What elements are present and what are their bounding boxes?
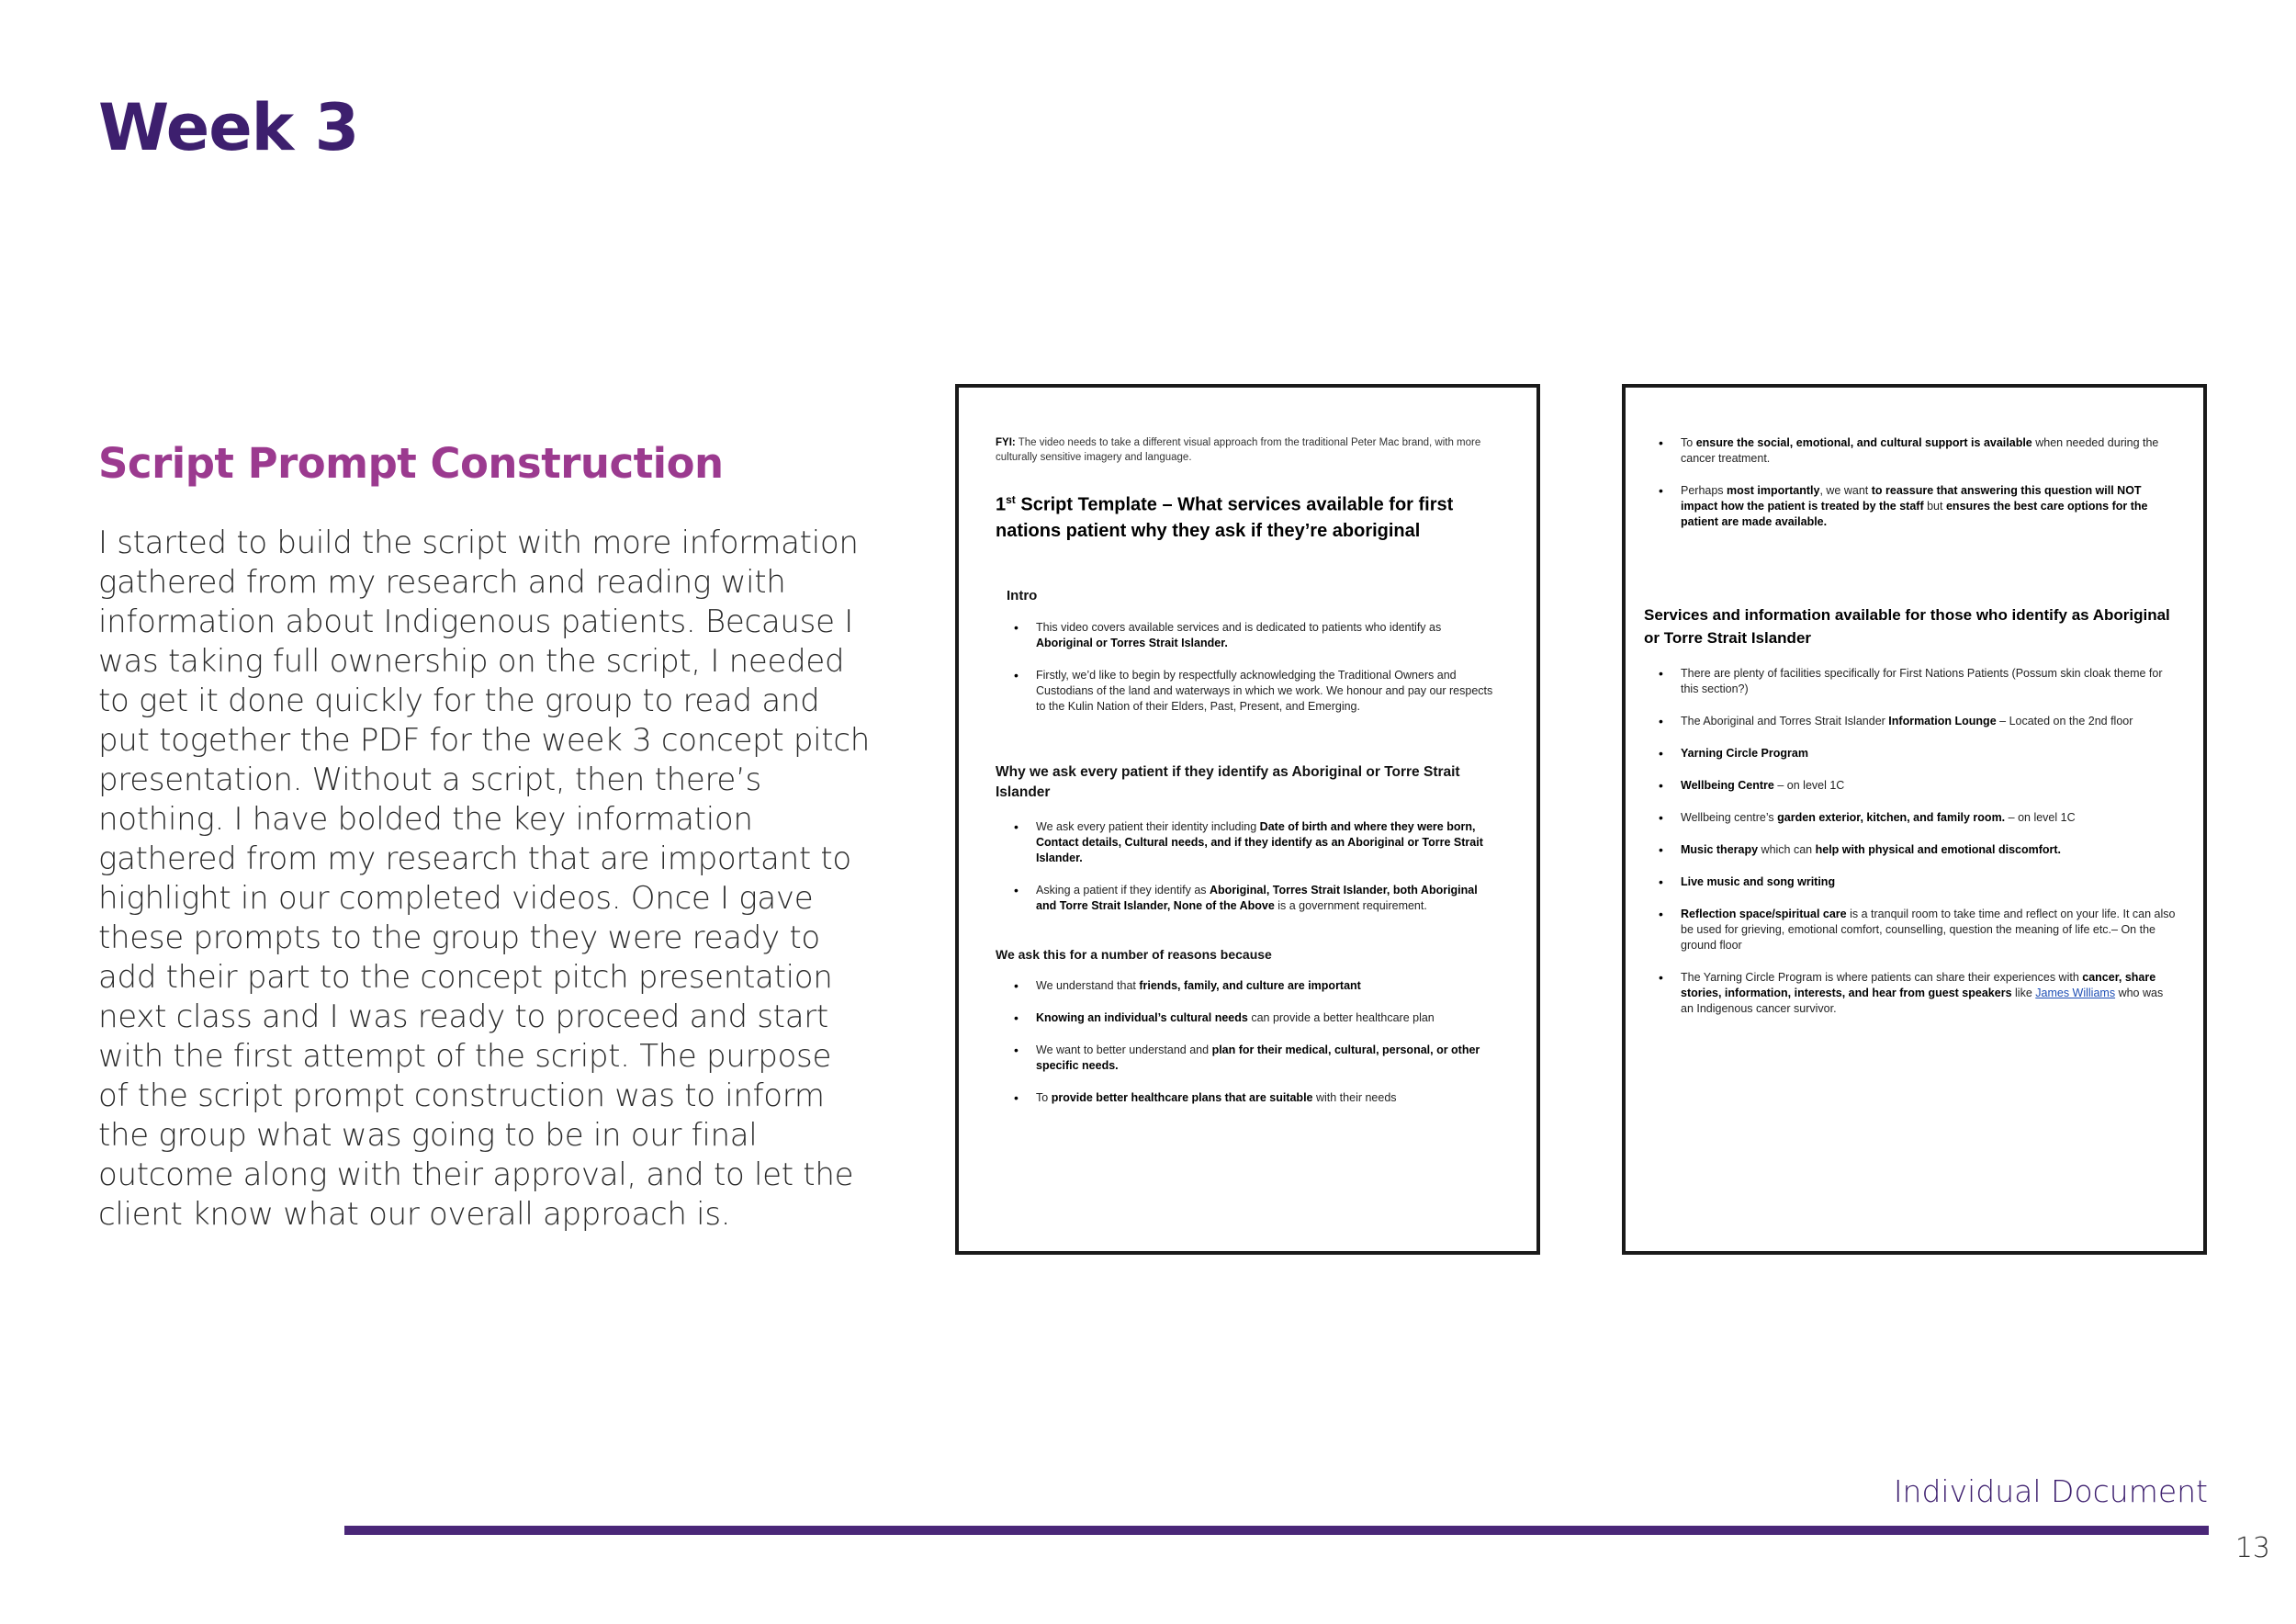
footer-label: Individual Document <box>1893 1473 2208 1509</box>
list-item-bold: Information Lounge <box>1888 715 1997 727</box>
list-item-text: To <box>1681 436 1694 449</box>
list-item-text-end: when needed during the cancer treatment. <box>1681 436 2159 465</box>
list-item <box>996 1010 1500 1026</box>
list-item-text: To <box>1036 1090 1049 1104</box>
body-paragraph: I started to build the script with more information gathered from my research and reading with information about Indigenous patients. Because I was taking full ownership on the script, I needed to get it done quickly for the group to read and put together the PDF for the week 3 concept pitch presentation. Without a script, then there’s nothing. I have bolded the key information gathered from my research that are important to highlight in our completed videos. Once I gave these prompts to the group they were ready to add their part to the concept pitch presentation next class and I was ready to proceed and start with the first attempt of the script. The purpose of the script prompt construction was to inform the group what was going to be in our final outcome along with their approval, and to let the client know what our overall approach is. <box>98 524 870 1233</box>
template-heading-text: Script Template – What services available for first nations patient why they ask if they’re aboriginal <box>996 494 1454 541</box>
services-heading: Services and information available for those who identify as Aboriginal or Torre Strait Islander <box>1644 606 2170 647</box>
list-item-bold: ensure the social, emotional, and cultural support is available <box>1695 436 2032 449</box>
section-title: Script Prompt Construction <box>98 439 724 488</box>
list-item-bold: plan for their medical, cultural, personal, or other specific needs. <box>1036 1043 1480 1072</box>
list-item-bold: help with physical and emotional discomfort. <box>1815 843 2062 856</box>
list-item-text: , we want <box>1819 484 1869 497</box>
list-item: • Firstly, we’d like to begin by respectfully acknowledging the Traditional Owners and Custodians of the land and waterways in which we work. We honour and pay our respects to the Kulin Nation of their Elders, Past, Present, and Emerging. <box>996 668 1500 715</box>
list-item <box>1640 746 2178 761</box>
james-williams-link[interactable]: James Williams <box>2035 987 2116 999</box>
list-item-text: which can <box>1761 843 1813 856</box>
list-item-bold: most importantly <box>1727 484 1820 497</box>
list-item-text: The Aboriginal and Torres Strait Islander <box>1681 715 1885 727</box>
list-item-bold: Yarning Circle Program <box>1681 747 1808 760</box>
list-item <box>1640 483 2178 530</box>
list-item-bold: Aboriginal, Torres Strait Islander, both Aboriginal and Torre Strait Islander, None of the Above <box>1036 883 1478 912</box>
list-item <box>996 1090 1500 1106</box>
list-item-bold: to reassure that answering this question will NOT impact how the patient is treated by the staff <box>1681 484 2142 513</box>
list-item-bold: Date of birth and where they were born, Contact details, Cultural needs, and if they identify as an Aboriginal or Torre Strait Islander. <box>1036 819 1483 864</box>
footer-divider <box>344 1526 2209 1535</box>
reasons-list <box>996 978 1500 1106</box>
list-item <box>1640 874 2178 890</box>
why-heading: Why we ask every patient if they identify as Aboriginal or Torre Strait Islander <box>996 763 1460 800</box>
list-item-bold: cancer, share stories, information, interests, and hear from guest speakers <box>1681 971 2156 999</box>
page-number: 13 <box>2234 1532 2270 1564</box>
list-item-text: We understand that <box>1036 978 1136 992</box>
list-item-text-end: is a government requirement. <box>1277 898 1427 912</box>
list-item-text: is a tranquil room to take time and reflect on your life. It can also be used for grieving, emotional comfort, counselling, question the meaning of life etc.– On the ground floor <box>1681 908 2176 952</box>
list-item-bold: garden exterior, kitchen, and family room. <box>1777 811 2006 824</box>
list-item-bold: Aboriginal or Torres Strait Islander. <box>1036 636 1228 649</box>
list-item-text: We ask every patient their identity including <box>1036 819 1257 833</box>
list-item-bold: Knowing an individual’s cultural needs <box>1036 1010 1248 1024</box>
fyi-label: FYI: <box>996 437 1016 448</box>
list-item-text: Perhaps <box>1681 484 1724 497</box>
template-heading <box>996 487 1500 544</box>
list-item-text-end: who was an Indigenous cancer survivor. <box>1681 987 2164 1015</box>
list-item-bold: provide better healthcare plans that are suitable <box>1051 1090 1313 1104</box>
list-item-text: Wellbeing centre’s <box>1681 811 1774 824</box>
list-item-text-end: with their needs <box>1315 1090 1397 1104</box>
list-item-text: can provide a better healthcare plan <box>1251 1010 1435 1024</box>
list-item-bold: friends, family, and culture are important <box>1139 978 1361 992</box>
list-item-text: The Yarning Circle Program is where patients can share their experiences with <box>1681 971 2079 984</box>
list-item-text: Asking a patient if they identify as <box>1036 883 1207 897</box>
page-title: Week 3 <box>98 90 359 165</box>
list-item <box>1640 778 2178 794</box>
list-item: • There are plenty of facilities specifically for First Nations Patients (Possum skin cloak theme for this section?) <box>1640 666 2178 697</box>
why-list <box>996 819 1500 914</box>
support-list <box>1640 435 2178 530</box>
list-item <box>996 883 1500 914</box>
list-item-text: We want to better understand and <box>1036 1043 1210 1056</box>
services-list <box>1640 666 2178 1017</box>
list-item-bold: Music therapy <box>1681 843 1759 856</box>
reasons-heading: We ask this for a number of reasons because <box>996 946 1272 962</box>
list-item <box>1640 810 2178 826</box>
intro-heading: Intro <box>1007 587 1038 603</box>
list-item <box>996 1043 1500 1074</box>
list-item <box>996 978 1500 994</box>
template-heading-sup: st <box>1006 493 1016 506</box>
list-item-bold: Wellbeing Centre <box>1681 779 1774 792</box>
list-item <box>1640 435 2178 467</box>
fyi-text: The video needs to take a different visual approach from the traditional Peter Mac brand, with more culturally sensitive imagery and language. <box>996 437 1481 463</box>
list-item-text: but <box>1927 500 1943 513</box>
list-item <box>996 620 1500 651</box>
intro-list <box>996 620 1500 715</box>
list-item-bold: Live music and song writing <box>1681 875 1836 888</box>
list-item-text: This video covers available services and is dedicated to patients who identify as <box>1036 620 1442 634</box>
list-item-text-end: – Located on the 2nd floor <box>1999 715 2133 727</box>
list-item-bold: Reflection space/spiritual care <box>1681 908 1847 920</box>
template-heading-number: 1 <box>996 494 1007 515</box>
list-item-bold: ensures the best care options for the patient are made available. <box>1681 500 2148 528</box>
list-item-text-end: – on level 1C <box>2008 811 2076 824</box>
list-item-text-end: – on level 1C <box>1777 779 1845 792</box>
list-item-text: like <box>2015 987 2032 999</box>
list-item <box>1640 714 2178 729</box>
list-item <box>1640 970 2178 1017</box>
script-page-1-thumbnail <box>955 384 1540 1255</box>
list-item <box>996 819 1500 866</box>
list-item <box>1640 907 2178 953</box>
fyi-note <box>996 435 1500 465</box>
script-page-2-thumbnail <box>1622 384 2207 1255</box>
list-item <box>1640 842 2178 858</box>
